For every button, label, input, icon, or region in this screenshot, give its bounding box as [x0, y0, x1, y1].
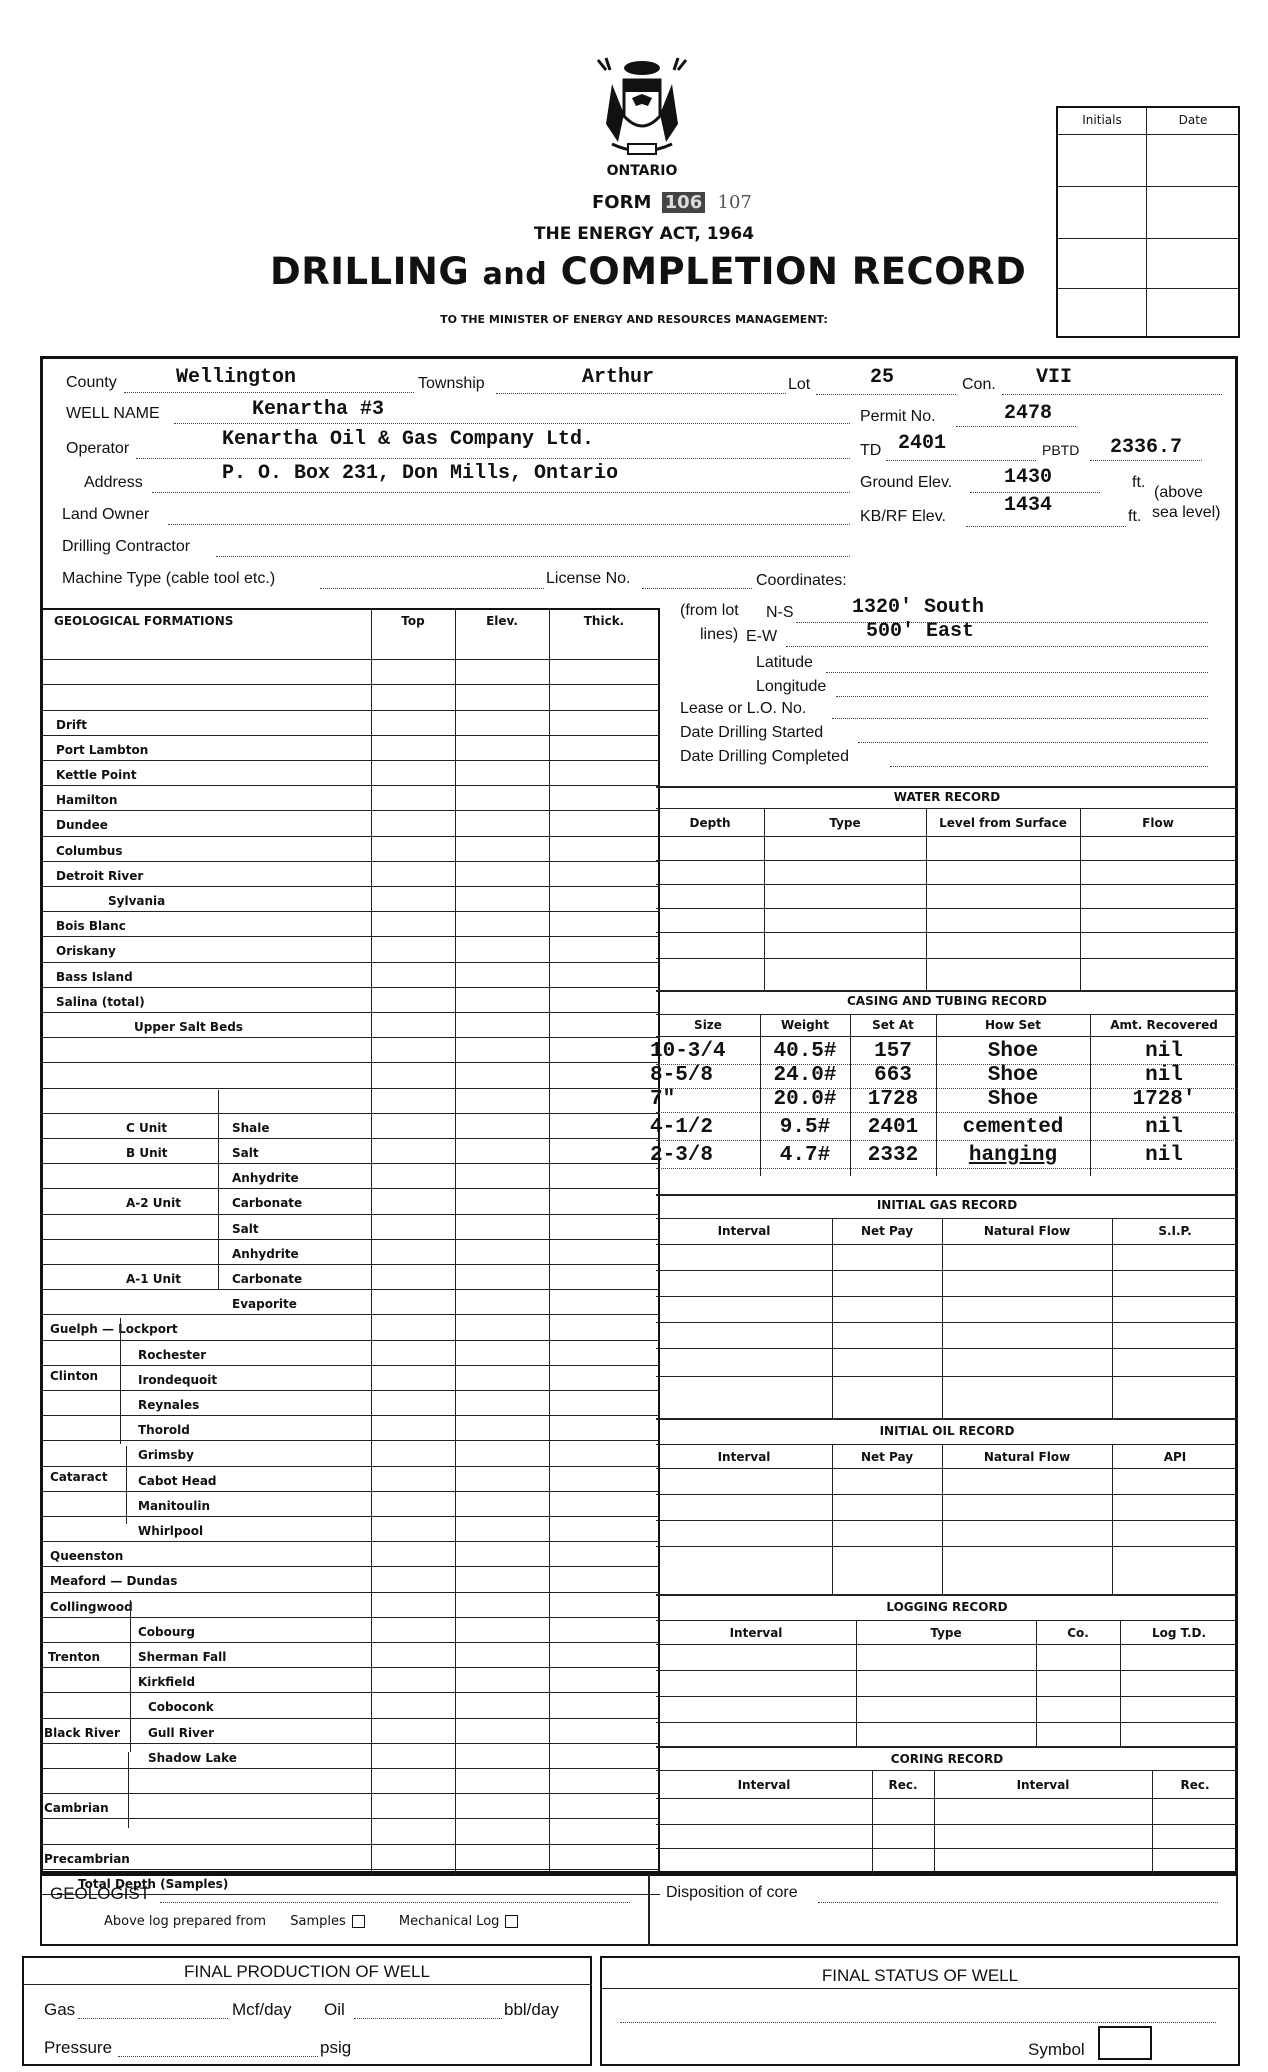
- province-name: ONTARIO: [606, 163, 678, 179]
- casing-cell-amt: nil: [1145, 1116, 1183, 1139]
- geology-row-line: [40, 1592, 660, 1593]
- lot-label: Lot: [788, 376, 811, 393]
- ew-label: E-W: [746, 628, 778, 645]
- operator-value: Kenartha Oil & Gas Company Ltd.: [222, 428, 595, 451]
- geology-formation-label: Cataract: [50, 1469, 108, 1484]
- col-thick-header: Thick.: [583, 614, 625, 628]
- coring-col-interval-2: Interval: [1016, 1778, 1070, 1792]
- kb-elev-label: KB/RF Elev.: [860, 508, 946, 525]
- geology-subformation-label: Kirkfield: [138, 1675, 196, 1690]
- township-value: Arthur: [582, 366, 655, 389]
- geology-formation-label: Columbus: [56, 843, 123, 858]
- geology-row-line: [40, 911, 660, 912]
- water-col-level: Level from Surface: [939, 816, 1067, 830]
- geology-row-line: [40, 836, 660, 837]
- casing-cell-weight: 24.0#: [773, 1064, 837, 1087]
- date-completed-label: Date Drilling Completed: [680, 748, 849, 765]
- geology-row-line: [40, 1768, 660, 1769]
- casing-cell-how-set: cemented: [962, 1116, 1064, 1139]
- casing-cell-weight: 40.5#: [773, 1040, 837, 1063]
- symbol-box[interactable]: [1098, 2026, 1152, 2060]
- geology-unit-rock-label: Salt: [232, 1221, 259, 1236]
- gas-col-net-pay: Net Pay: [860, 1224, 914, 1238]
- casing-cell-set-at: 2332: [867, 1144, 919, 1167]
- geology-row-line: [40, 1264, 660, 1265]
- geology-formation-label: Drift: [56, 717, 87, 732]
- geology-formation-label: A-2 Unit: [126, 1196, 181, 1211]
- casing-cell-how-set: hanging: [968, 1144, 1058, 1167]
- ground-elev-label: Ground Elev.: [860, 474, 953, 491]
- geology-row-line: [40, 1617, 660, 1618]
- coring-col-interval-1: Interval: [737, 1778, 791, 1792]
- geology-row-line: [40, 1188, 660, 1189]
- geology-row-line: [40, 1088, 660, 1089]
- production-header: FINAL PRODUCTION OF WELL: [184, 1962, 430, 1981]
- geology-row-line: [40, 1062, 660, 1063]
- water-col-type: Type: [829, 816, 861, 830]
- coat-of-arms-icon: [584, 54, 700, 160]
- oil-header: INITIAL OIL RECORD: [879, 1424, 1015, 1438]
- geology-formation-label: Trenton: [48, 1650, 100, 1664]
- initials-date-box: [1056, 106, 1240, 338]
- casing-cell-size: 2-3/8: [650, 1144, 714, 1167]
- license-label: License No.: [546, 570, 631, 587]
- geology-row-line: [40, 1415, 660, 1416]
- geology-subformation-label: Gull River: [148, 1725, 215, 1740]
- geology-unit-rock-label: Carbonate: [232, 1272, 303, 1286]
- act-title: THE ENERGY ACT, 1964: [533, 224, 755, 244]
- psig-label: psig: [320, 2038, 352, 2057]
- casing-cell-set-at: 157: [874, 1040, 912, 1063]
- geology-row-line: [40, 861, 660, 862]
- geology-formation-label: Queenston: [50, 1549, 124, 1564]
- geology-subformation-label: Grimsby: [138, 1448, 194, 1463]
- well-name-label: WELL NAME: [66, 405, 160, 422]
- geology-row-line: [40, 1743, 660, 1744]
- col-elev-header: Elev.: [486, 614, 518, 628]
- title-part2: COMPLETION RECORD: [560, 250, 1027, 293]
- permit-value: 2478: [1004, 402, 1053, 425]
- water-col-flow: Flow: [1142, 816, 1174, 830]
- oil-col-api: API: [1163, 1450, 1187, 1464]
- machine-type-label: Machine Type (cable tool etc.): [62, 570, 276, 587]
- geology-row-line: [40, 1667, 660, 1668]
- oil-col-net-pay: Net Pay: [860, 1450, 914, 1464]
- geology-row-line: [40, 1289, 660, 1290]
- address-label: Address: [84, 474, 143, 491]
- geology-table-frame: [40, 608, 660, 1874]
- gas-header: INITIAL GAS RECORD: [876, 1198, 1018, 1212]
- geology-row-line: [40, 1390, 660, 1391]
- form-number-alt: 107: [717, 192, 752, 213]
- casing-cell-how-set: Shoe: [987, 1040, 1039, 1063]
- geology-formation-label: Kettle Point: [56, 768, 137, 782]
- casing-col-set-at: Set At: [872, 1018, 914, 1032]
- geology-formation-label: Sylvania: [108, 894, 166, 908]
- ft-label: ft.: [1132, 474, 1146, 491]
- form-label: FORM: [592, 192, 652, 213]
- lease-label: Lease or L.O. No.: [680, 700, 807, 717]
- geology-unit-rock-label: Evaporite: [232, 1297, 297, 1312]
- above-log-label: Above log prepared from: [104, 1914, 267, 1929]
- geology-row-line: [40, 1340, 660, 1341]
- gas-col-flow: Natural Flow: [983, 1224, 1071, 1238]
- casing-cell-how-set: Shoe: [987, 1088, 1039, 1111]
- address-value: P. O. Box 231, Don Mills, Ontario: [222, 462, 619, 485]
- county-label: County: [66, 374, 117, 391]
- geology-formation-label: Bass Island: [56, 969, 133, 984]
- geology-row-line: [40, 962, 660, 963]
- casing-cell-amt: nil: [1145, 1144, 1183, 1167]
- sea-level-label: sea level): [1152, 504, 1221, 521]
- casing-cell-weight: 4.7#: [779, 1144, 831, 1167]
- samples-checkbox[interactable]: [352, 1915, 365, 1928]
- geology-unit-rock-label: Salt: [232, 1146, 259, 1160]
- geologist-box: [40, 1874, 1238, 1946]
- ground-elev-value: 1430: [1004, 466, 1053, 489]
- casing-cell-set-at: 1728: [867, 1088, 919, 1111]
- gas-col-sip: S.I.P.: [1158, 1224, 1192, 1238]
- casing-cell-set-at: 2401: [867, 1116, 919, 1139]
- casing-cell-size: 8-5/8: [650, 1064, 714, 1087]
- geology-row-line: [40, 1692, 660, 1693]
- casing-cell-set-at: 663: [874, 1064, 912, 1087]
- casing-cell-size: 10-3/4: [650, 1040, 726, 1063]
- geology-row-line: [40, 987, 660, 988]
- geologist-label: GEOLOGIST: [50, 1884, 151, 1903]
- date-started-label: Date Drilling Started: [680, 724, 824, 741]
- kb-elev-value: 1434: [1004, 494, 1053, 517]
- geology-row-line: [40, 1642, 660, 1643]
- geology-subformation-label: Whirlpool: [138, 1524, 204, 1538]
- con-value: VII: [1036, 366, 1073, 389]
- casing-cell-weight: 20.0#: [773, 1088, 837, 1111]
- geology-formation-label: Bois Blanc: [56, 919, 126, 934]
- casing-cell-amt: nil: [1145, 1064, 1183, 1087]
- geology-formation-label: Clinton: [50, 1368, 99, 1383]
- casing-row-line: [656, 1140, 1238, 1141]
- oil-col-flow: Natural Flow: [983, 1450, 1071, 1464]
- geology-row-line: [40, 1239, 660, 1240]
- permit-label: Permit No.: [860, 408, 936, 425]
- geology-row-line: [40, 810, 660, 811]
- geology-subformation-label: Thorold: [138, 1423, 190, 1438]
- geology-row-line: [40, 1012, 660, 1013]
- water-col-depth: Depth: [689, 816, 731, 830]
- casing-cell-weight: 9.5#: [779, 1116, 831, 1139]
- geology-row-line: [40, 1138, 660, 1139]
- casing-cell-amt: 1728': [1132, 1088, 1196, 1111]
- casing-row-line: [656, 1112, 1238, 1113]
- logging-col-co: Co.: [1067, 1626, 1089, 1640]
- geology-subformation-label: Reynales: [138, 1398, 200, 1412]
- pbtd-label: PBTD: [1042, 442, 1080, 458]
- geology-formation-label: Detroit River: [56, 868, 144, 883]
- geology-row-line: [40, 1844, 660, 1845]
- symbol-label: Symbol: [1028, 2040, 1085, 2059]
- geology-subformation-label: Cobourg: [138, 1624, 195, 1639]
- latitude-label: Latitude: [756, 654, 813, 671]
- mechanical-log-label: Mechanical Log: [398, 1914, 500, 1929]
- geology-subformation-label: Shadow Lake: [148, 1750, 237, 1765]
- casing-cell-size: 7": [650, 1088, 676, 1111]
- geology-formation-label: Upper Salt Beds: [134, 1020, 243, 1034]
- land-owner-label: Land Owner: [62, 506, 150, 523]
- ontario-crest: [584, 54, 700, 160]
- casing-col-size: Size: [694, 1018, 722, 1032]
- geology-subformation-label: Sherman Fall: [138, 1650, 227, 1664]
- geology-row-line: [40, 785, 660, 786]
- casing-col-weight: Weight: [781, 1018, 829, 1032]
- township-label: Township: [418, 375, 485, 392]
- coordinates-label: Coordinates:: [756, 572, 847, 589]
- geology-row-line: [40, 735, 660, 736]
- col-top-header: Top: [401, 614, 425, 628]
- geology-row-line: [40, 1440, 660, 1441]
- pressure-label: Pressure: [44, 2038, 113, 2057]
- con-label: Con.: [962, 376, 996, 393]
- geology-formation-label: Dundee: [56, 818, 108, 833]
- above-label: (above: [1154, 484, 1203, 501]
- geology-formation-label: Salina (total): [56, 994, 145, 1009]
- geology-row-line: [40, 1466, 660, 1467]
- form-number: 106: [662, 192, 706, 213]
- geology-row-line: [40, 936, 660, 937]
- pbtd-value: 2336.7: [1110, 436, 1183, 459]
- geology-row-line: [40, 1037, 660, 1038]
- geology-formation-label: C Unit: [126, 1120, 168, 1135]
- geology-unit-rock-label: Shale: [232, 1120, 270, 1135]
- title-part1: DRILLING: [270, 250, 470, 293]
- logging-header: LOGGING RECORD: [886, 1600, 1008, 1614]
- form-title: [270, 250, 1027, 293]
- geology-row-line: [40, 710, 660, 711]
- geology-formation-label: A-1 Unit: [126, 1272, 181, 1286]
- form-number-line: [592, 192, 752, 213]
- coring-col-rec-1: Rec.: [888, 1778, 918, 1792]
- geology-formation-label: Collingwood: [50, 1599, 133, 1614]
- geology-formation-label: Precambrian: [44, 1851, 130, 1866]
- geology-row-line: [40, 1541, 660, 1542]
- geology-row-line: [40, 1869, 660, 1870]
- geology-formation-label: Total Depth (Samples): [78, 1876, 229, 1891]
- geology-row-line: [40, 1365, 660, 1366]
- geology-unit-rock-label: Carbonate: [232, 1196, 303, 1211]
- geology-subformation-label: Irondequoit: [138, 1372, 218, 1387]
- geology-subformation-label: Coboconk: [148, 1700, 214, 1715]
- mcf-label: Mcf/day: [232, 2000, 292, 2019]
- casing-cell-amt: nil: [1145, 1040, 1183, 1063]
- water-header: WATER RECORD: [893, 790, 1001, 804]
- geology-row-line: [40, 659, 660, 660]
- lines-label: lines): [700, 626, 739, 643]
- geology-row-line: [40, 1314, 660, 1315]
- geology-row-line: [40, 684, 660, 685]
- td-value: 2401: [898, 432, 947, 455]
- county-value: Wellington: [176, 366, 297, 389]
- disposition-label: Disposition of core: [666, 1884, 798, 1901]
- geology-header: GEOLOGICAL FORMATIONS: [54, 614, 234, 628]
- td-label: TD: [860, 442, 882, 459]
- ew-value: 500' East: [866, 620, 975, 643]
- ft-label-2: ft.: [1128, 508, 1142, 525]
- geology-subformation-label: Rochester: [138, 1347, 207, 1362]
- geology-formation-label: Guelph — Lockport: [50, 1322, 178, 1337]
- title-and: and: [482, 257, 548, 292]
- geology-row-line: [40, 1214, 660, 1215]
- geology-formation-label: Port Lambton: [56, 742, 149, 757]
- geology-formation-label: Hamilton: [56, 793, 118, 808]
- casing-col-amt: Amt. Recovered: [1110, 1018, 1218, 1032]
- oil-col-interval: Interval: [717, 1450, 771, 1464]
- drilling-contractor-label: Drilling Contractor: [62, 538, 191, 555]
- form-subtitle: TO THE MINISTER OF ENERGY AND RESOURCES MANAGEMENT:: [440, 313, 828, 326]
- lot-value: 25: [870, 366, 895, 389]
- geology-subformation-label: Manitoulin: [138, 1498, 210, 1513]
- coring-col-rec-2: Rec.: [1180, 1778, 1210, 1792]
- casing-cell-how-set: Shoe: [987, 1064, 1039, 1087]
- geology-row-line: [40, 1491, 660, 1492]
- ns-label: N-S: [766, 604, 794, 621]
- logging-col-type: Type: [930, 1626, 962, 1640]
- geology-row-line: [40, 760, 660, 761]
- bbl-label: bbl/day: [504, 2000, 559, 2019]
- geology-row-line: [40, 1818, 660, 1819]
- mechanical-log-checkbox[interactable]: [505, 1915, 518, 1928]
- geology-row-line: [40, 1163, 660, 1164]
- from-lot-label: (from lot: [680, 602, 739, 619]
- operator-label: Operator: [66, 440, 130, 457]
- geology-row-line: [40, 1793, 660, 1794]
- geology-formation-label: Meaford — Dundas: [50, 1574, 178, 1589]
- well-name-value: Kenartha #3: [252, 398, 385, 421]
- geology-subformation-label: Cabot Head: [138, 1473, 217, 1488]
- gas-col-interval: Interval: [717, 1224, 771, 1238]
- geology-row-line: [40, 1516, 660, 1517]
- logging-col-interval: Interval: [729, 1626, 783, 1640]
- ns-value: 1320' South: [852, 596, 985, 619]
- geology-row-line: [40, 886, 660, 887]
- logging-col-td: Log T.D.: [1151, 1626, 1207, 1640]
- geology-unit-rock-label: Anhydrite: [232, 1246, 299, 1261]
- longitude-label: Longitude: [756, 678, 827, 695]
- casing-row-line: [656, 1168, 1238, 1169]
- casing-cell-size: 4-1/2: [650, 1116, 714, 1139]
- oil-label: Oil: [324, 2000, 345, 2019]
- geology-formation-label: B Unit: [126, 1146, 168, 1160]
- initials-header: Initials: [1082, 113, 1122, 127]
- date-header: Date: [1178, 113, 1208, 127]
- status-header: FINAL STATUS OF WELL: [821, 1966, 1019, 1985]
- casing-header: CASING AND TUBING RECORD: [847, 994, 1047, 1008]
- geology-row-line: [40, 1718, 660, 1719]
- geology-formation-label: Oriskany: [56, 944, 116, 959]
- samples-label: Samples: [290, 1914, 346, 1929]
- geology-row-line: [40, 1113, 660, 1114]
- geology-row-line: [40, 1566, 660, 1567]
- geology-formation-label: Black River: [44, 1725, 120, 1740]
- geology-formation-label: Cambrian: [44, 1801, 109, 1816]
- casing-col-how-set: How Set: [984, 1018, 1042, 1032]
- gas-label: Gas: [44, 2000, 76, 2019]
- geology-unit-rock-label: Anhydrite: [232, 1171, 299, 1186]
- coring-header: CORING RECORD: [890, 1752, 1004, 1766]
